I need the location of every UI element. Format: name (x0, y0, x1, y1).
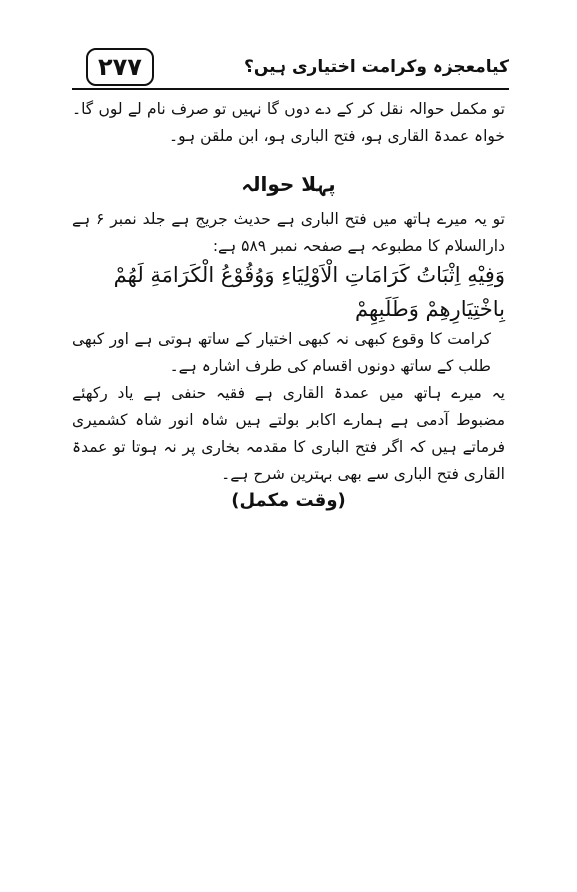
closing-note: (وقت مکمل) (231, 490, 346, 511)
page-number: ۲۷۷ (86, 48, 154, 86)
header-rule (72, 88, 509, 90)
commentary-paragraph: یہ میرے ہاتھ میں عمدۃ القاری ہے فقیہ حنفی ہے یاد رکھئے مضبوط آدمی ہے ہمارے اکابر بولتے ہیں شاہ انور شاہ کشمیری فرماتے ہیں کہ اگر فتح الباری کا مقدمہ بخاری پر نہ ہوتا تو عمدۃ القاری فتح الباری سے بھی بہترین شرح ہے۔ (72, 384, 505, 483)
arabic-quote: وَفِيْهِ اِثْبَاتُ كَرَامَاتِ الْاَوْلِيَاءِ وَوُقُوْعُ الْكَرَامَةِ لَهُمْ بِاخْتِيَارِهِمْ وَطَلَبِهِمْ (113, 263, 505, 321)
translation-paragraph: کرامت کا وقوع کبھی نہ کبھی اختیار کے ساتھ ہوتی ہے اور کبھی طلب کے ساتھ دونوں اقسام کی طرف اشارہ ہے۔ (72, 330, 491, 375)
running-title: کیامعجزہ وکرامت اختیاری ہیں؟ (243, 57, 509, 77)
reference-paragraph: تو یہ میرے ہاتھ میں فتح الباری ہے حدیث جریج ہے جلد نمبر ۶ ہے دارالسلام کا مطبوعہ ہے صفحہ نمبر ۵۸۹ ہے: (72, 210, 505, 255)
section-heading: پہلا حوالہ (241, 172, 336, 196)
page-header (72, 46, 509, 90)
intro-paragraph: تو مکمل حوالہ نقل کر کے دے دوں گا نہیں تو صرف نام لے لوں گا۔ خواہ عمدۃ القاری ہو، فتح الباری ہو، ابن ملقن ہو۔ (72, 100, 505, 145)
